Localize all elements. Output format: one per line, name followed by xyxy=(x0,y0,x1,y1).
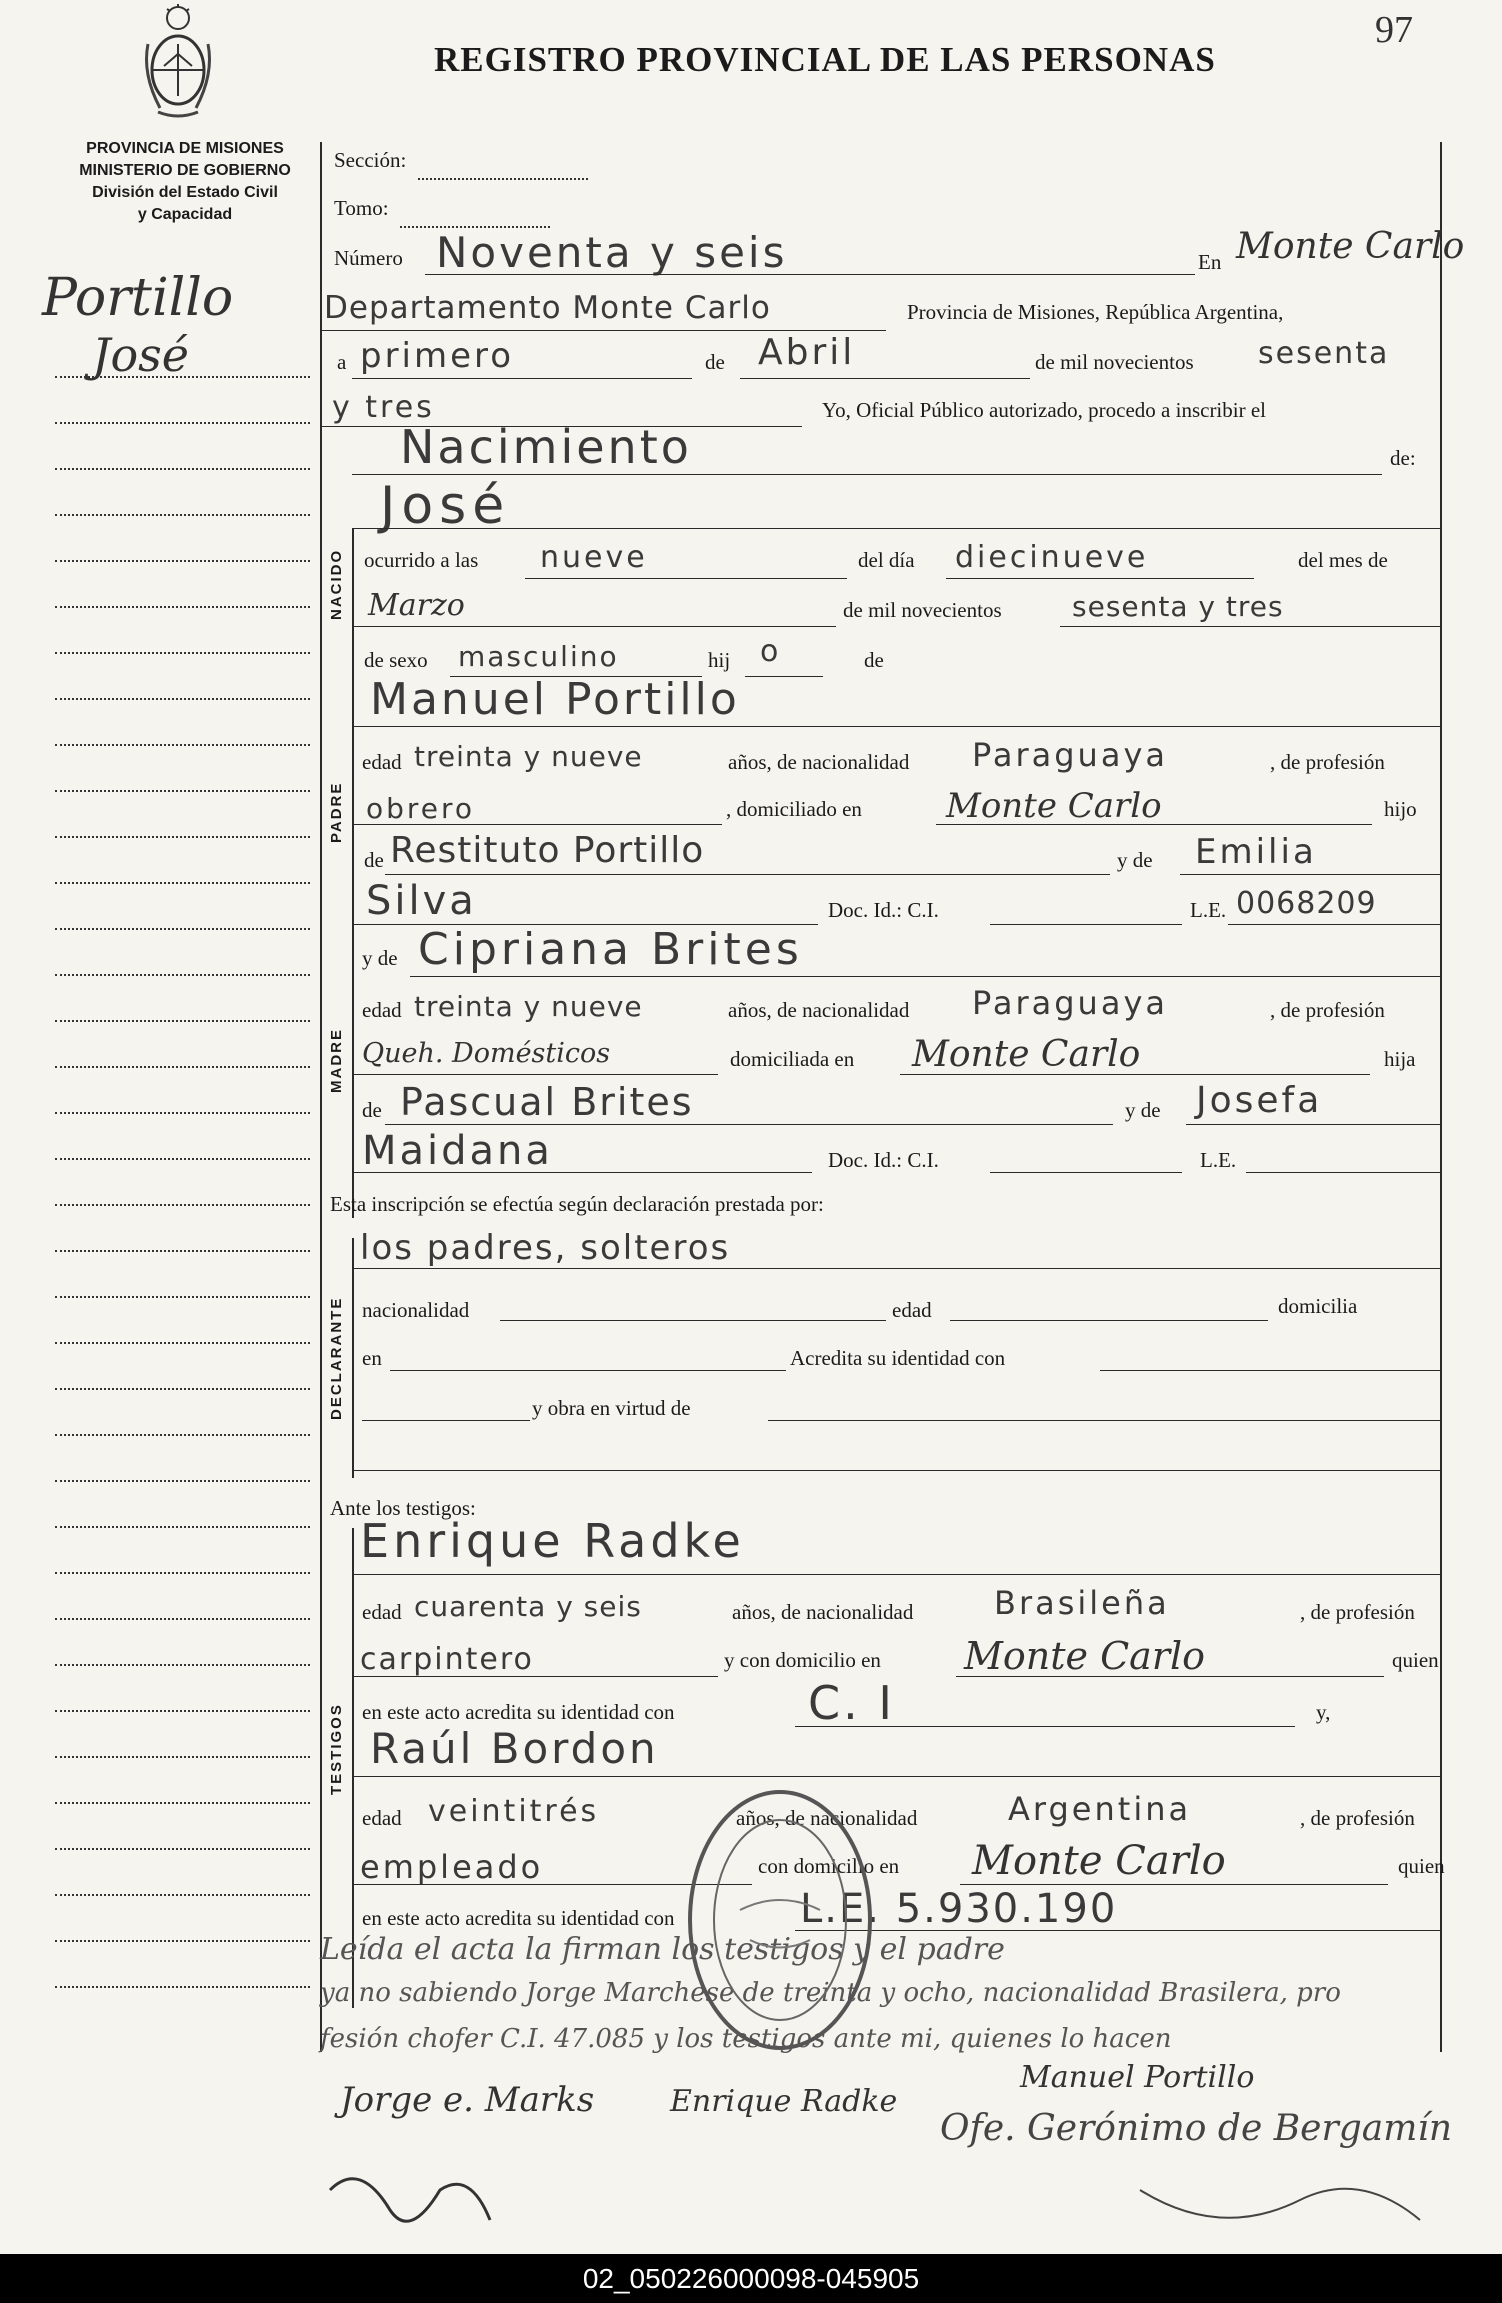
capacity-label: y Capacidad xyxy=(137,206,233,223)
margin-line xyxy=(55,560,310,562)
hw-t2-doc: L.E. 5.930.190 xyxy=(800,1886,1118,1932)
label-t1-prof: , de profesión xyxy=(1300,1600,1415,1624)
line-madre-prof xyxy=(352,1074,718,1075)
margin-line xyxy=(55,1480,310,1482)
hw-madre-madre: Josefa xyxy=(1196,1080,1323,1121)
label-padre-de: de xyxy=(364,848,384,872)
hw-padre-le: 0068209 xyxy=(1236,886,1377,921)
label-t2-dom: con domicilio en xyxy=(758,1854,900,1878)
division-label: División del Estado Civil xyxy=(92,184,278,201)
signature-4: Ofe. Gerónimo de Bergamín xyxy=(940,2108,1453,2149)
main-left-border xyxy=(320,142,322,2052)
label-t1-acredita: en este acto acredita su identidad con xyxy=(362,1700,675,1724)
margin-line xyxy=(55,1618,310,1620)
margin-line xyxy=(55,790,310,792)
margin-line xyxy=(55,1066,310,1068)
margin-line xyxy=(55,698,310,700)
label-domicilia: domicilia xyxy=(1278,1294,1358,1318)
side-label-nacido: NACIDO xyxy=(328,548,345,620)
line-acredita xyxy=(1100,1370,1440,1371)
hw-anio2: y tres xyxy=(332,390,435,425)
margin-line xyxy=(55,1112,310,1114)
line-madre-padre xyxy=(385,1124,1113,1125)
label-padre-dom: , domiciliado en xyxy=(726,797,862,821)
label-madre-edad: edad xyxy=(362,998,402,1022)
line-anio-nac xyxy=(1060,626,1440,627)
line-decl-bottom xyxy=(352,1470,1440,1471)
margin-line xyxy=(55,1940,310,1942)
hw-testigo1: Enrique Radke xyxy=(360,1514,745,1568)
footer-id: 02_050226000098-045905 xyxy=(0,2254,1502,2303)
section-left-border xyxy=(352,528,354,1218)
line-padre-dom xyxy=(936,824,1372,825)
signature-3: Manuel Portillo xyxy=(1020,2060,1255,2095)
hw-hij-suffix: o xyxy=(760,634,782,669)
label-madre-le: L.E. xyxy=(1200,1148,1237,1172)
margin-line xyxy=(55,1434,310,1436)
margin-line xyxy=(55,1388,310,1390)
side-label-testigos: TESTIGOS xyxy=(328,1703,345,1795)
hw-nota2: ya no sabiendo Jorge Marchese de treinta y ocho, nacionalidad Brasilera, pro xyxy=(320,1978,1341,2008)
hw-mes: Abril xyxy=(758,332,856,373)
page-title: REGISTRO PROVINCIAL DE LAS PERSONAS xyxy=(434,40,1216,79)
province-label: PROVINCIA DE MISIONES xyxy=(86,140,284,157)
line-padre-prof xyxy=(352,824,722,825)
margin-line xyxy=(55,514,310,516)
line-declarante xyxy=(352,1268,1440,1269)
label-hija: hija xyxy=(1384,1047,1416,1071)
margin-surname: Portillo xyxy=(42,268,234,328)
margin-line xyxy=(55,1802,310,1804)
hw-padre-prof: obrero xyxy=(366,792,476,825)
coat-of-arms-icon xyxy=(140,4,216,124)
signature-2: Enrique Radke xyxy=(670,2084,898,2119)
main-right-border xyxy=(1440,142,1442,2052)
line-departamento xyxy=(320,330,886,331)
line-padre-madre xyxy=(1180,874,1440,875)
margin-line xyxy=(55,1296,310,1298)
label-edad-decl: edad xyxy=(892,1298,932,1322)
label-t1-anios: años, de nacionalidad xyxy=(732,1600,914,1624)
side-label-padre: PADRE xyxy=(328,781,345,843)
line-madre-le xyxy=(1246,1172,1440,1173)
label-seccion: Sección: xyxy=(334,148,407,172)
label-t2-anios: años, de nacionalidad xyxy=(736,1806,918,1830)
line-hij xyxy=(745,676,823,677)
margin-line xyxy=(55,1526,310,1528)
margin-line xyxy=(55,1204,310,1206)
margin-line xyxy=(55,882,310,884)
line-seccion xyxy=(418,178,588,180)
label-padre-edad: edad xyxy=(362,750,402,774)
line-padre-doc xyxy=(990,924,1182,925)
hw-en: Monte Carlo xyxy=(1236,226,1465,267)
margin-name: José xyxy=(92,328,189,382)
hw-madre-padre: Pascual Brites xyxy=(400,1080,694,1124)
label-t1-quien: quien xyxy=(1392,1648,1439,1672)
line-dia xyxy=(352,378,692,379)
margin-line xyxy=(55,928,310,930)
line-t1-doc xyxy=(795,1726,1295,1727)
label-padre-le: L.E. xyxy=(1190,898,1227,922)
hw-padre-madre: Emilia xyxy=(1195,832,1317,872)
line-testigo2 xyxy=(352,1776,1440,1777)
hw-t2-dom: Monte Carlo xyxy=(972,1838,1226,1884)
hw-hora: nueve xyxy=(540,540,648,575)
hw-sexo: masculino xyxy=(458,640,619,673)
signature-1: Jorge e. Marks xyxy=(340,2080,595,2120)
hw-numero: Noventa y seis xyxy=(436,228,788,277)
hw-padre-nombre: Manuel Portillo xyxy=(370,674,740,725)
hw-padre-padre: Restituto Portillo xyxy=(390,830,705,871)
margin-line xyxy=(55,1664,310,1666)
label-padre-y-de: y de xyxy=(1117,848,1153,872)
label-yo: Yo, Oficial Público autorizado, procedo a inscribir el xyxy=(822,398,1267,422)
margin-line xyxy=(55,744,310,746)
label-t2-prof: , de profesión xyxy=(1300,1806,1415,1830)
label-declaracion: Esta inscripción se efectúa según declaración prestada por: xyxy=(330,1192,824,1216)
hw-t1-edad: cuarenta y seis xyxy=(414,1590,642,1623)
side-label-declarante: DECLARANTE xyxy=(328,1296,345,1420)
label-nacionalidad: nacionalidad xyxy=(362,1298,470,1322)
declarante-left-border xyxy=(352,1238,354,1478)
margin-line xyxy=(55,1158,310,1160)
hw-madre-madre2: Maidana xyxy=(362,1128,553,1174)
label-madre-prof: , de profesión xyxy=(1270,998,1385,1022)
hw-padre-dom: Monte Carlo xyxy=(946,786,1162,826)
label-obra: y obra en virtud de xyxy=(532,1396,691,1420)
hw-t2-nac: Argentina xyxy=(1008,1790,1192,1828)
label-padre-prof: , de profesión xyxy=(1270,750,1385,774)
label-de-mil2: de mil novecientos xyxy=(843,598,1002,622)
label-madre-y-de: y de xyxy=(362,946,398,970)
label-de: de xyxy=(705,350,725,374)
hw-anio-nac: sesenta y tres xyxy=(1072,590,1284,623)
label-hijo: hijo xyxy=(1384,797,1417,821)
label-del-dia: del día xyxy=(858,548,915,572)
margin-line xyxy=(55,376,310,378)
margin-line xyxy=(55,836,310,838)
margin-line xyxy=(55,1848,310,1850)
margin-line xyxy=(55,422,310,424)
signature-flourish-icon xyxy=(320,2150,1440,2250)
line-padre-le xyxy=(1228,924,1440,925)
hw-t1-nac: Brasileña xyxy=(994,1584,1170,1622)
label-en: En xyxy=(1198,250,1222,274)
line-mes xyxy=(740,378,1030,379)
line-nombre xyxy=(352,528,1440,529)
line-testigo1 xyxy=(352,1574,1440,1575)
line-nacionalidad xyxy=(500,1320,886,1321)
line-madre-nombre xyxy=(410,976,1440,977)
margin-line xyxy=(55,1986,310,1988)
line-padre-padre xyxy=(385,874,1110,875)
hw-dia: primero xyxy=(360,336,515,376)
margin-line xyxy=(55,1250,310,1252)
line-obra-pre xyxy=(362,1420,530,1421)
line-acto xyxy=(352,474,1382,475)
line-edad-decl xyxy=(950,1320,1268,1321)
label-en-decl: en xyxy=(362,1346,382,1370)
side-label-madre: MADRE xyxy=(328,1028,345,1093)
official-seal-icon xyxy=(680,1780,880,2060)
ministry-label: MINISTERIO DE GOBIERNO xyxy=(79,162,291,179)
line-en-decl xyxy=(390,1370,786,1371)
label-t2-quien: quien xyxy=(1398,1854,1445,1878)
label-t2-edad: edad xyxy=(362,1806,402,1830)
margin-line xyxy=(55,1710,310,1712)
label-provincia: Provincia de Misiones, República Argentina, xyxy=(907,300,1284,324)
label-de-mil: de mil novecientos xyxy=(1035,350,1194,374)
label-a: a xyxy=(337,350,347,374)
line-madre-madre xyxy=(1186,1124,1440,1125)
label-tomo: Tomo: xyxy=(334,196,389,220)
hw-nombre: José xyxy=(380,476,511,536)
margin-line xyxy=(55,652,310,654)
margin-line xyxy=(55,1342,310,1344)
label-acredita: Acredita su identidad con xyxy=(790,1346,1006,1370)
line-madre-dom xyxy=(900,1074,1370,1075)
hw-madre-edad: treinta y nueve xyxy=(414,990,643,1023)
label-t1-y: y, xyxy=(1316,1700,1331,1724)
label-t1-edad: edad xyxy=(362,1600,402,1624)
line-madre-madre2 xyxy=(352,1172,812,1173)
hw-declarante: los padres, solteros xyxy=(360,1228,731,1268)
label-ante: Ante los testigos: xyxy=(330,1496,476,1520)
hw-dia-nac: diecinueve xyxy=(955,540,1149,575)
hw-madre-nac: Paraguaya xyxy=(972,984,1168,1022)
label-ocurrido: ocurrido a las xyxy=(364,548,479,572)
label-del-mes: del mes de xyxy=(1298,548,1388,572)
margin-line xyxy=(55,1020,310,1022)
label-t1-dom: y con domicilio en xyxy=(724,1648,881,1672)
margin-line xyxy=(55,1756,310,1758)
hw-madre-dom: Monte Carlo xyxy=(912,1034,1141,1075)
hw-t1-doc: C. I xyxy=(808,1676,895,1730)
hw-testigo2: Raúl Bordon xyxy=(370,1724,659,1773)
hw-t1-prof: carpintero xyxy=(360,1642,534,1677)
label-de-padre: de xyxy=(864,648,884,672)
margin-line xyxy=(55,1894,310,1896)
margin-line xyxy=(55,468,310,470)
label-madre-anios: años, de nacionalidad xyxy=(728,998,910,1022)
label-de-sexo: de sexo xyxy=(364,648,428,672)
label-madre-de: de xyxy=(362,1098,382,1122)
label-t2-acredita: en este acto acredita su identidad con xyxy=(362,1906,675,1930)
hw-padre-nac: Paraguaya xyxy=(972,736,1168,774)
label-hij: hij xyxy=(708,648,731,672)
hw-padre-edad: treinta y nueve xyxy=(414,740,643,773)
label-madre-y-de2: y de xyxy=(1125,1098,1161,1122)
margin-line xyxy=(55,1572,310,1574)
line-mes-nac xyxy=(352,626,836,627)
hw-t2-edad: veintitrés xyxy=(428,1794,600,1829)
margin-line xyxy=(55,606,310,608)
line-t2-dom xyxy=(960,1884,1388,1885)
label-padre-doc: Doc. Id.: C.I. xyxy=(828,898,939,922)
margin-line xyxy=(55,974,310,976)
line-hora xyxy=(525,578,847,579)
hw-mes-nac: Marzo xyxy=(368,588,465,623)
line-padre-nombre xyxy=(352,726,1440,727)
line-numero xyxy=(425,274,1195,275)
page-number: 97 xyxy=(1375,9,1413,51)
label-madre-doc: Doc. Id.: C.I. xyxy=(828,1148,939,1172)
label-padre-anios: años, de nacionalidad xyxy=(728,750,910,774)
left-panel-header xyxy=(60,138,310,226)
hw-t2-prof: empleado xyxy=(360,1848,544,1886)
line-madre-doc xyxy=(990,1172,1182,1173)
hw-madre-prof: Queh. Domésticos xyxy=(362,1038,611,1069)
label-de-colon: de: xyxy=(1390,446,1416,470)
line-t2-doc xyxy=(795,1930,1440,1931)
line-t1-prof xyxy=(352,1676,718,1677)
hw-nota1: Leída el acta la firman los testigos y el padre xyxy=(320,1932,1005,1967)
line-obra xyxy=(768,1420,1440,1421)
line-t1-dom xyxy=(956,1676,1384,1677)
hw-anio: sesenta xyxy=(1258,336,1390,371)
hw-departamento: Departamento Monte Carlo xyxy=(324,290,771,326)
hw-acto: Nacimiento xyxy=(400,420,692,474)
hw-madre-nombre: Cipriana Brites xyxy=(418,924,803,975)
label-numero: Número xyxy=(334,246,403,270)
label-madre-dom: domiciliada en xyxy=(730,1047,855,1071)
line-dia-nac xyxy=(946,578,1254,579)
hw-padre-madre2: Silva xyxy=(366,878,477,924)
hw-nota3: fesión chofer C.I. 47.085 y los testigos ante mi, quienes lo hacen xyxy=(320,2024,1172,2054)
hw-t1-dom: Monte Carlo xyxy=(964,1634,1206,1678)
